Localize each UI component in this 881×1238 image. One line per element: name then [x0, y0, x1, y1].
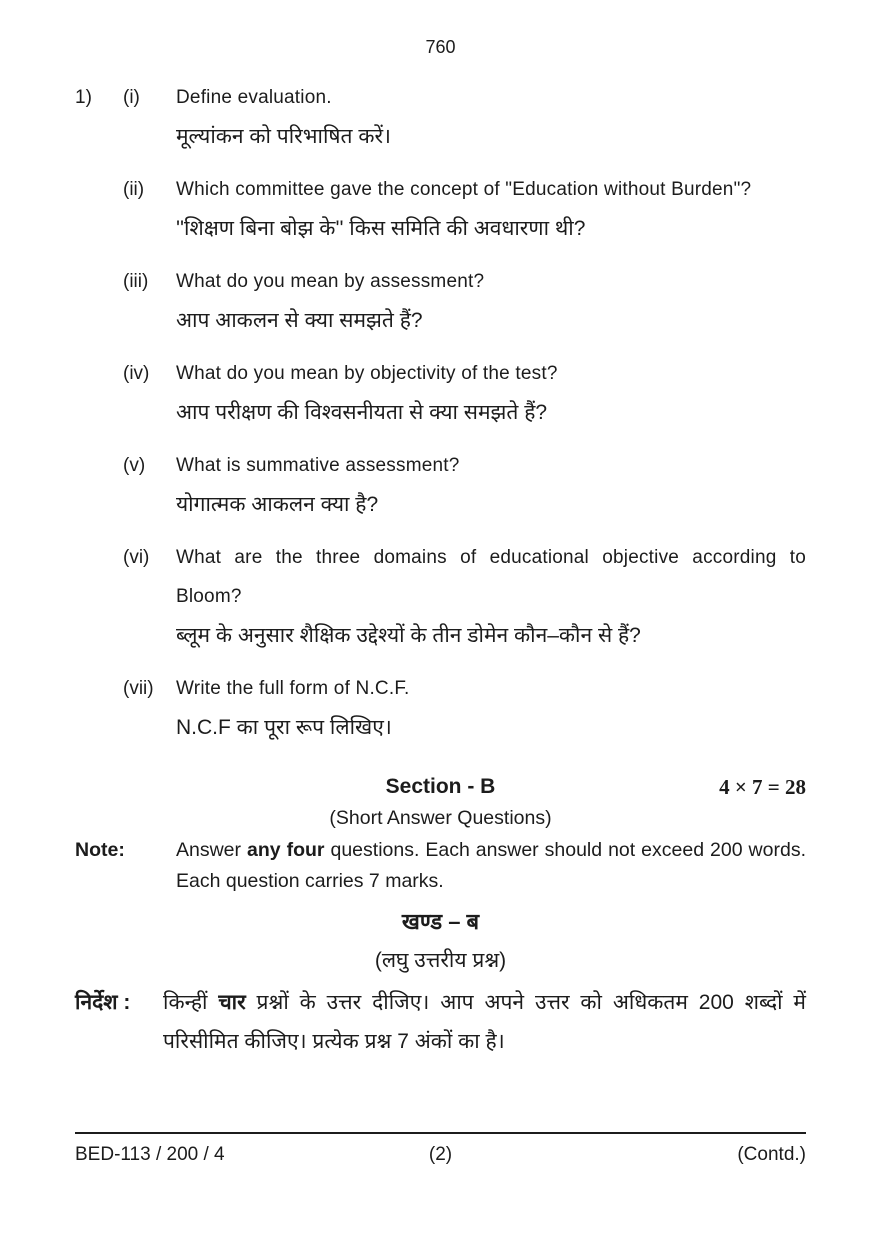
section-b-subtitle: (Short Answer Questions): [329, 807, 552, 829]
question-text: [176, 170, 806, 248]
nirdesh-label: निर्देश :: [75, 991, 131, 1014]
question-number-spacer: [75, 446, 123, 524]
note: [75, 835, 806, 897]
nirdesh-text-bold: चार: [218, 991, 246, 1014]
section-b-hindi-subtitle: (लघु उत्तरीय प्रश्न): [374, 949, 507, 972]
question-text-en: What do you mean by assessment?: [176, 271, 485, 292]
sub-question-ii: [75, 170, 806, 248]
question-text-hi: ब्लूम के अनुसार शैक्षिक उद्देश्यों के तीन डोमेन कौन–कौन से हैं?: [176, 624, 641, 647]
question-number-spacer: [75, 538, 123, 655]
section-b-marks: 4 × 7 = 28: [719, 775, 806, 799]
footer-contd: (Contd.): [737, 1144, 806, 1165]
question-number-spacer: [75, 354, 123, 432]
section-b-title: Section - B: [385, 775, 496, 798]
note-text: [176, 835, 806, 897]
question-text-en: Define evaluation.: [176, 87, 332, 108]
sub-question-label: (iv): [123, 363, 150, 384]
question-number: 1): [75, 87, 92, 108]
nirdesh-text-post: प्रश्नों के उत्तर दीजिए। आप अपने उत्तर को अधिकतम 200 शब्दों में परिसीमित कीजिए। प्रत्येक प्रश्न 7 अंकों का है।: [163, 991, 806, 1053]
question-number-spacer: [75, 170, 123, 248]
question-number-spacer: [75, 262, 123, 340]
sub-question-label: (i): [123, 87, 140, 108]
question-text-hi: योगात्मक आकलन क्या है?: [176, 493, 379, 516]
question-text-en: Write the full form of N.C.F.: [176, 678, 410, 699]
footer-paper-code: BED-113 / 200 / 4: [75, 1144, 225, 1165]
question-text: [176, 262, 806, 340]
note-text-post: questions. Each answer should not exceed 200 words. Each question carries 7 marks.: [176, 839, 806, 892]
nirdesh-text: [163, 983, 806, 1061]
question-text: [176, 538, 806, 655]
question-text: [176, 78, 806, 156]
question-number-spacer: [75, 669, 123, 747]
question-text-en: What is summative assessment?: [176, 455, 460, 476]
question-text-en: What do you mean by objectivity of the test?: [176, 363, 558, 384]
page-number: 760: [425, 37, 456, 57]
footer-page-number: (2): [428, 1144, 453, 1165]
note-label: Note:: [75, 839, 125, 861]
section-b: [75, 771, 806, 1061]
question-text-hi: आप आकलन से क्या समझते हैं?: [176, 309, 423, 332]
sub-question-vi: [75, 538, 806, 655]
sub-question-iv: [75, 354, 806, 432]
note-text-pre: Answer: [176, 839, 248, 861]
question-text: [176, 446, 806, 524]
sub-question-i: [75, 78, 806, 156]
question-text: [176, 669, 806, 747]
sub-question-label: (vi): [123, 547, 150, 568]
nirdesh-text-pre: किन्हीं: [163, 991, 219, 1014]
sub-question-label: (v): [123, 455, 146, 476]
sub-question-iii: [75, 262, 806, 340]
question-text: [176, 354, 806, 432]
sub-question-label: (iii): [123, 271, 149, 292]
section-b-hindi-title: खण्ड – ब: [401, 909, 480, 934]
section-b-heading: [75, 771, 806, 803]
question-text-hi: मूल्यांकन को परिभाषित करें।: [176, 125, 392, 148]
question-text-en: What are the three domains of educational objective according to Bloom?: [176, 547, 806, 607]
sub-question-label: (vii): [123, 678, 154, 699]
footer-divider: [75, 1132, 806, 1134]
note-text-bold: any four: [247, 839, 325, 861]
question-text-en: Which committee gave the concept of "Education without Burden"?: [176, 179, 752, 200]
sub-question-v: [75, 446, 806, 524]
question-text-hi: N.C.F का पूरा रूप लिखिए।: [176, 716, 392, 739]
question-text-hi: ''शिक्षण बिना बोझ के'' किस समिति की अवधारणा थी?: [176, 217, 586, 240]
sub-question-vii: [75, 669, 806, 747]
nirdesh: [75, 983, 806, 1061]
question-text-hi: आप परीक्षण की विश्वसनीयता से क्या समझते हैं?: [176, 401, 548, 424]
sub-question-label: (ii): [123, 179, 145, 200]
